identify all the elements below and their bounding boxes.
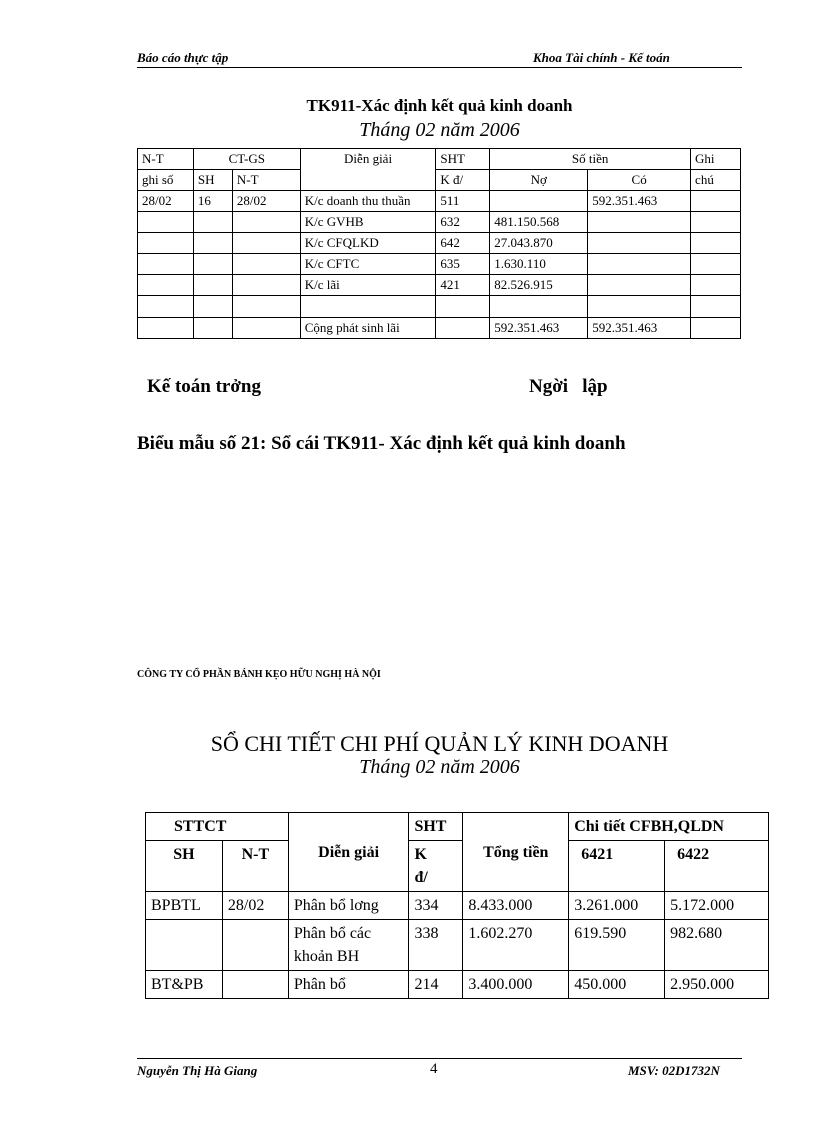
cell-sh — [146, 920, 223, 971]
cell-acc: 511 — [436, 191, 490, 212]
cell-ghi — [691, 318, 741, 339]
ledger-header-row — [138, 149, 741, 170]
cell-nt — [138, 318, 194, 339]
cell-sh — [193, 318, 232, 339]
cell-sh — [193, 275, 232, 296]
cell-no: 481.150.568 — [490, 212, 588, 233]
hdr-nt: N-T — [222, 841, 288, 892]
hdr-sht: SHT — [436, 149, 490, 170]
cell-acc: 334 — [409, 892, 463, 920]
cell-6422: 5.172.000 — [665, 892, 769, 920]
table-row-total — [138, 318, 741, 339]
header-right: Khoa Tài chính - Kế toán — [533, 50, 670, 65]
detail-subtitle: Tháng 02 năm 2006 — [359, 756, 520, 778]
table-row — [146, 892, 769, 920]
hdr-d: đ/ — [414, 869, 428, 886]
ledger-subtitle: Tháng 02 năm 2006 — [359, 119, 520, 141]
cell-nt: 28/02 — [222, 892, 288, 920]
cell-sh — [193, 233, 232, 254]
hdr-sh: SH — [146, 841, 223, 892]
cell-ctnt — [232, 296, 300, 318]
detail-header-row — [146, 813, 769, 841]
cell-nt — [138, 254, 194, 275]
cell-desc: Phân bổ các khoản BH — [288, 920, 409, 971]
cell-ctnt — [232, 212, 300, 233]
cell-acc: 642 — [436, 233, 490, 254]
cell-total: 1.602.270 — [463, 920, 569, 971]
cell-acc: 338 — [409, 920, 463, 971]
cell-6421: 3.261.000 — [569, 892, 665, 920]
cell-desc: K/c GVHB — [300, 212, 436, 233]
table-row — [138, 191, 741, 212]
cell-6422: 982.680 — [665, 920, 769, 971]
cell-co — [588, 275, 691, 296]
table-row — [138, 254, 741, 275]
cell-ctnt: 28/02 — [232, 191, 300, 212]
hdr-nt: N-T — [138, 149, 194, 170]
cell-co: 592.351.463 — [588, 318, 691, 339]
cell-total: 3.400.000 — [463, 971, 569, 999]
cell-desc — [300, 296, 436, 318]
cell-total: 8.433.000 — [463, 892, 569, 920]
page-number: 4 — [430, 1061, 438, 1077]
header-left: Báo cáo thực tập — [137, 50, 229, 65]
hdr-tongtien: Tổng tiền — [463, 813, 569, 892]
cell-no: 82.526.915 — [490, 275, 588, 296]
hdr-ghi: Ghi — [691, 149, 741, 170]
cell-desc: Phân bổ lơng — [288, 892, 409, 920]
cell-acc: 635 — [436, 254, 490, 275]
cell-acc — [436, 318, 490, 339]
ledger-table — [137, 148, 741, 339]
cell-nt — [138, 233, 194, 254]
hdr-co: Có — [588, 170, 691, 191]
cell-acc — [436, 296, 490, 318]
hdr-ctgs: CT-GS — [193, 149, 300, 170]
cell-ctnt — [232, 318, 300, 339]
hdr-diengiai: Diễn giải — [300, 149, 436, 191]
cell-sh — [193, 254, 232, 275]
table-row — [138, 233, 741, 254]
table-row — [138, 275, 741, 296]
cell-co — [588, 254, 691, 275]
cell-desc: K/c lãi — [300, 275, 436, 296]
cell-nt — [138, 296, 194, 318]
form-caption: Biểu mẫu số 21: Sổ cái TK911- Xác định kết quả kinh doanh — [137, 433, 626, 454]
hdr-diengiai: Diễn giải — [288, 813, 409, 892]
detail-header-row-2 — [146, 841, 769, 892]
hdr-sttct: STTCT — [146, 813, 289, 841]
cell-co — [588, 296, 691, 318]
cell-ctnt — [232, 275, 300, 296]
hdr-sht-kd — [409, 841, 463, 892]
cell-co — [588, 212, 691, 233]
detail-title: SỔ CHI TIẾT CHI PHÍ QUẢN LÝ KINH DOANH — [210, 731, 669, 756]
hdr-sht2: K đ/ — [436, 170, 490, 191]
table-row — [146, 971, 769, 999]
table-row — [138, 296, 741, 318]
cell-no: 592.351.463 — [490, 318, 588, 339]
hdr-sotien: Số tiền — [490, 149, 691, 170]
cell-desc: K/c CFQLKD — [300, 233, 436, 254]
cell-sh — [193, 212, 232, 233]
cell-no — [490, 191, 588, 212]
hdr-chitiet: Chi tiết CFBH,QLDN — [569, 813, 769, 841]
company-name: CÔNG TY CỔ PHẦN BÁNH KẸO HỮU NGHỊ HÀ NỘI — [137, 669, 381, 680]
cell-ctnt — [232, 233, 300, 254]
cell-no: 1.630.110 — [490, 254, 588, 275]
cell-desc: K/c doanh thu thuần — [300, 191, 436, 212]
cell-6421: 619.590 — [569, 920, 665, 971]
cell-ghi — [691, 233, 741, 254]
cell-6422: 2.950.000 — [665, 971, 769, 999]
cell-sh — [193, 296, 232, 318]
cell-desc: Cộng phát sinh lãi — [300, 318, 436, 339]
cell-ctnt — [232, 254, 300, 275]
table-row — [138, 212, 741, 233]
cell-desc: K/c CFTC — [300, 254, 436, 275]
hdr-k: K — [414, 846, 427, 863]
signature-preparer: Ngời lập — [529, 376, 608, 397]
table-row — [146, 920, 769, 971]
hdr-no: Nợ — [490, 170, 588, 191]
cell-sh: BPBTL — [146, 892, 223, 920]
cell-ghi — [691, 275, 741, 296]
footer-author: Nguyễn Thị Hà Giang — [137, 1063, 258, 1078]
cell-co: 592.351.463 — [588, 191, 691, 212]
cell-ghi — [691, 191, 741, 212]
detail-table — [145, 812, 769, 999]
cell-6421: 450.000 — [569, 971, 665, 999]
signature-chief-accountant: Kế toán trởng — [147, 376, 261, 397]
cell-ghi — [691, 296, 741, 318]
hdr-nt2: ghi số — [138, 170, 194, 191]
cell-nt — [138, 275, 194, 296]
cell-sh: BT&PB — [146, 971, 223, 999]
hdr-ctnt: N-T — [232, 170, 300, 191]
cell-acc: 421 — [436, 275, 490, 296]
cell-nt — [138, 212, 194, 233]
header-rule — [137, 67, 742, 68]
footer-student-id: MSV: 02D1732N — [628, 1063, 720, 1078]
cell-desc: Phân bổ — [288, 971, 409, 999]
cell-no — [490, 296, 588, 318]
cell-ghi — [691, 254, 741, 275]
cell-nt — [222, 920, 288, 971]
ledger-header-row-2 — [138, 170, 741, 191]
cell-no: 27.043.870 — [490, 233, 588, 254]
hdr-sht: SHT — [409, 813, 463, 841]
cell-nt: 28/02 — [138, 191, 194, 212]
ledger-title: TK911-Xác định kết quả kinh doanh — [306, 96, 573, 115]
cell-ghi — [691, 212, 741, 233]
hdr-6422: 6422 — [665, 841, 769, 892]
hdr-chu: chú — [691, 170, 741, 191]
footer-rule — [137, 1058, 742, 1059]
cell-sh: 16 — [193, 191, 232, 212]
cell-acc: 214 — [409, 971, 463, 999]
cell-co — [588, 233, 691, 254]
hdr-sh: SH — [193, 170, 232, 191]
cell-nt — [222, 971, 288, 999]
hdr-6421: 6421 — [569, 841, 665, 892]
cell-acc: 632 — [436, 212, 490, 233]
